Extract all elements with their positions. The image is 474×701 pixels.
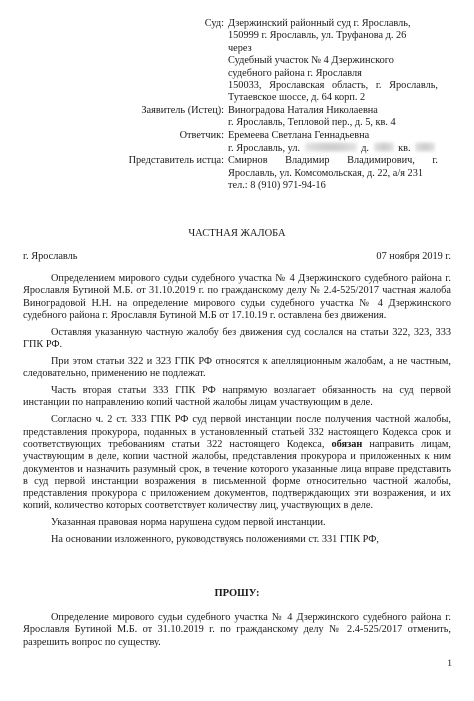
plaintiff-block — [0, 105, 474, 130]
paragraph: Оставляя указанную частную жалобу без движения суд сослался на статьи 322, 323, 333 ГПК РФ. — [23, 326, 451, 351]
defendant-address-house-label: д. — [361, 143, 370, 155]
defendant-address-apartment-label: кв. — [398, 143, 411, 155]
document-title: ЧАСТНАЯ ЖАЛОБА — [188, 228, 286, 239]
redacted-house — [374, 142, 394, 152]
request-body — [23, 612, 451, 649]
document-header — [0, 18, 474, 193]
paragraph-with-emphasis — [23, 414, 451, 512]
court-line: через — [228, 42, 252, 54]
paragraph-text: Согласно ч. 2 ст. 333 ГПК РФ суд первой инстанции после получения частной жалобы, представления прокурора, поданных в установленный статьей 332 настоящего Кодекса срок и соответствующих требованиям статьи 322 настоящего Кодекса, — [23, 414, 451, 450]
paragraph-text: направить лицам, участвующим в деле, копии частной жалобы, представления прокурора и приложенных к ним документов и назначить разумный срок, в течение которого указанные лица вправе представить в суд первой инстанции возражения в письменной форме относительно частной жалобы, представления прокурора с приложением документов, подтверждающих эти возражения, и их копий, количество которых соответствует количеству лиц, участвующих в деле. — [23, 438, 451, 512]
court-line: судебного района г. Ярославля — [228, 67, 362, 79]
court-line: Тутаевское шоссе, д. 64 корп. 2 — [228, 92, 366, 104]
request-paragraph: Определение мирового судьи судебного участка № 4 Дзержинского судебного района г. Ярославля Бутиной М.Б. от 31.10.2019 г. по гражданскому делу № 2.4-525/2017 отменить, разрешить вопрос по существу. — [23, 612, 451, 648]
plaintiff-value — [228, 105, 438, 130]
paragraph: Указанная правовая норма нарушена судом первой инстанции. — [51, 517, 326, 529]
representative-value — [228, 155, 438, 192]
page-number: 1 — [447, 659, 452, 669]
representative-block — [0, 155, 474, 192]
document-body — [23, 273, 451, 551]
request-title: ПРОШУ: — [214, 588, 260, 599]
defendant-name: Еремеева Светлана Геннадьевна — [228, 129, 370, 141]
court-label: Суд: — [204, 18, 224, 29]
representative-line: тел.: 8 (910) 971-94-16 — [228, 180, 326, 192]
court-line: Дзержинский районный суд г. Ярославль, — [228, 18, 411, 29]
plaintiff-line: г. Ярославль, Тепловой пер., д. 5, кв. 4 — [228, 117, 396, 129]
date: 07 ноября 2019 г. — [376, 251, 451, 262]
paragraph: Часть вторая статьи 333 ГПК РФ напрямую возлагает обязанность на суд первой инстанции по направлению копий частной жалобы лицам участвующим в деле. — [23, 385, 451, 409]
defendant-value — [228, 130, 438, 156]
court-line: 150999 г. Ярославль, ул. Труфанова д. 26 — [228, 30, 407, 42]
defendant-label: Ответчик: — [179, 129, 224, 141]
emphasis-text: обязан — [331, 438, 363, 450]
paragraph: Определением мирового судьи судебного участка № 4 Дзержинского судебного района г. Ярославля Бутиной М.Б. от 31.10.2019 г. по гражданскому делу № 2.4-525/2017 частная жалоба Виноградовой Н.Н. на определение мирового судьи судебного участка № 4 Дзержинского судебного района г. Ярославля Бутиной М.Б от 17.10.19 г. оставлена без движения. — [23, 273, 451, 321]
redacted-street — [305, 142, 357, 152]
paragraph: При этом статьи 322 и 323 ГПК РФ относятся к апелляционным жалобам, а не частным, следовательно, применению не подлежат. — [23, 355, 451, 380]
representative-label: Представитель истца: — [128, 155, 224, 167]
court-block — [0, 18, 474, 105]
representative-line: Ярославль, ул. Комсомольская, д. 22, а/я 231 — [228, 167, 423, 179]
redacted-apartment — [415, 142, 435, 152]
plaintiff-label: Заявитель (Истец): — [141, 104, 224, 116]
representative-line: Смирнов Владимир Владимирович, г. — [228, 155, 438, 167]
defendant-address — [228, 142, 438, 155]
court-line: 150033, Ярославская область, г. Ярославль, — [228, 80, 438, 92]
city: г. Ярославль — [23, 251, 78, 262]
defendant-address-start: г. Ярославль, ул. — [228, 143, 301, 155]
court-line: Судебный участок № 4 Дзержинского — [228, 55, 394, 67]
city-date-line — [23, 250, 451, 263]
defendant-block — [0, 130, 474, 156]
paragraph: На основании изложенного, руководствуясь положениями ст. 331 ГПК РФ, — [51, 534, 379, 546]
court-value — [228, 18, 438, 105]
plaintiff-line: Виноградова Наталия Николаевна — [228, 104, 378, 116]
